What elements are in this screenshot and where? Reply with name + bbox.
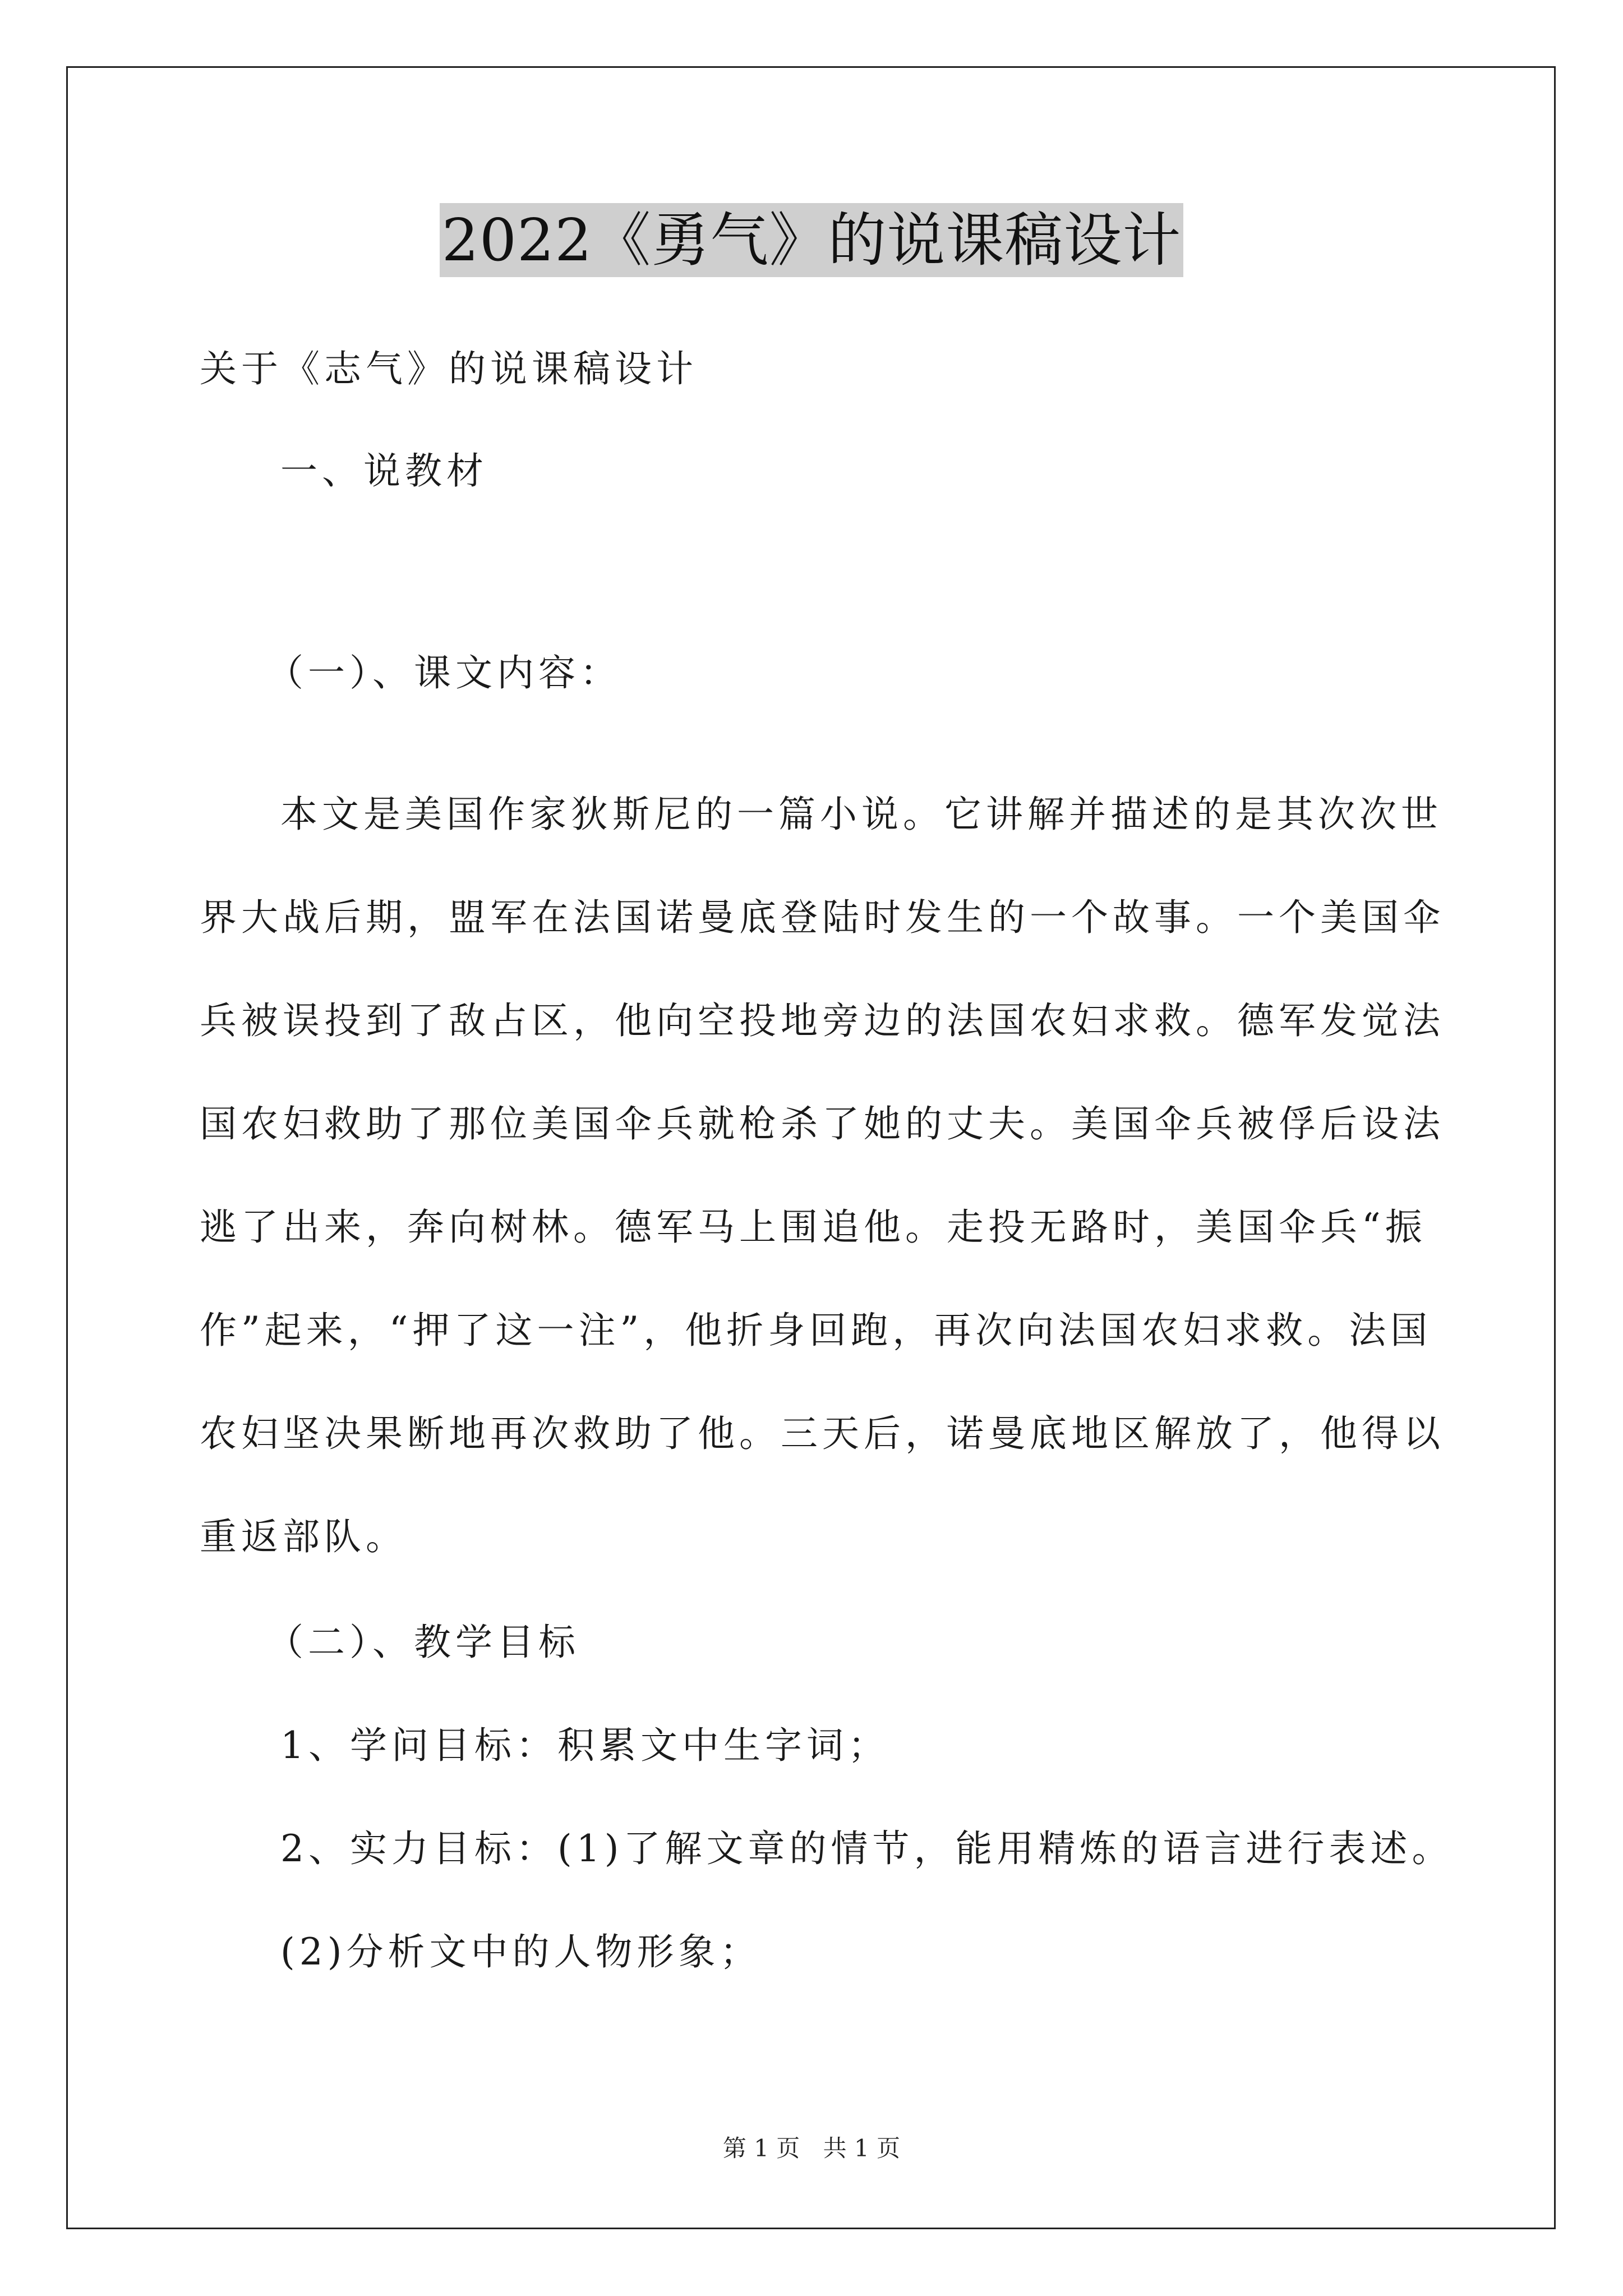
goal-ability-sub: (2)分析文中的人物形象； xyxy=(280,1930,762,1973)
paragraph-line: 作”起来，“押了这一注”，他折身回跑，再次向法国农妇求救。法国 xyxy=(200,1309,1432,1352)
subsection-heading-content: （一）、课文内容： xyxy=(266,651,621,694)
page-footer xyxy=(0,2132,1623,2165)
paragraph-line: 逃了出来，奔向树林。德军马上围追他。走投无路时，美国伞兵“振 xyxy=(200,1205,1427,1249)
paragraph-line: 界大战后期，盟军在法国诺曼底登陆时发生的一个故事。一个美国伞 xyxy=(200,896,1445,939)
goal-knowledge: 1、学问目标：积累文中生字词； xyxy=(280,1724,889,1767)
paragraph-line: 本文是美国作家狄斯尼的一篇小说。它讲解并描述的是其次次世 xyxy=(280,793,1442,836)
page-number-current: 第 1 页 xyxy=(722,2134,800,2162)
document-title: 2022《勇气》的说课稿设计 xyxy=(440,203,1184,277)
paragraph-line: 农妇坚决果断地再次救助了他。三天后，诺曼底地区解放了，他得以 xyxy=(200,1412,1445,1455)
content-paragraph xyxy=(200,763,1445,1589)
paragraph-line: 兵被误投到了敌占区，他向空投地旁边的法国农妇求救。德军发觉法 xyxy=(200,999,1445,1042)
paragraph-line: 国农妇救助了那位美国伞兵就枪杀了她的丈夫。美国伞兵被俘后设法 xyxy=(200,1102,1445,1145)
goal-ability: 2、实力目标：(1)了解文章的情节，能用精炼的语言进行表述。 xyxy=(280,1827,1454,1870)
page-number-total: 共 1 页 xyxy=(823,2134,901,2162)
title-container xyxy=(0,203,1623,277)
subtitle-line: 关于《志气》的说课稿设计 xyxy=(200,347,698,390)
paragraph-line: 重返部队。 xyxy=(200,1515,407,1558)
subsection-heading-goals: （二）、教学目标 xyxy=(266,1621,580,1664)
section-heading-textbook: 一、说教材 xyxy=(280,449,488,493)
